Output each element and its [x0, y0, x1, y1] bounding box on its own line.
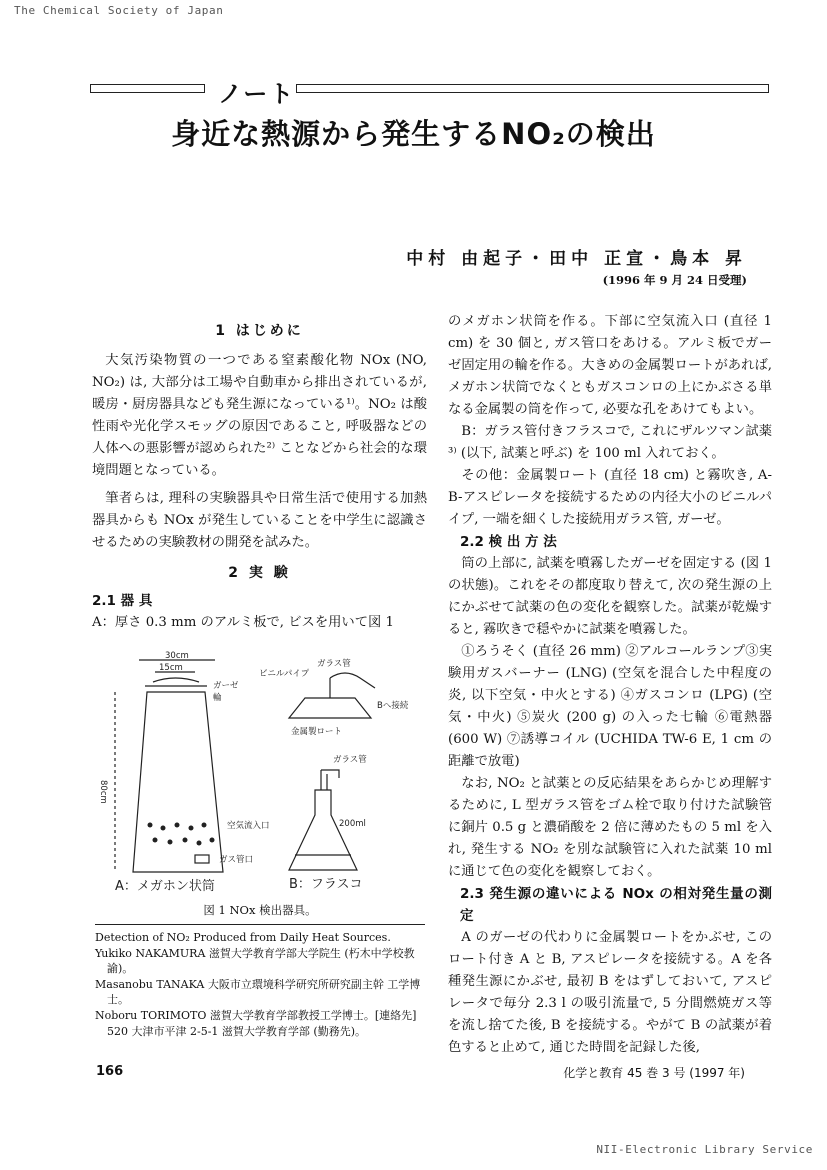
figure-caption: 図 1 NOx 検出器具。	[203, 903, 317, 917]
fig-label-to-b: Bへ接続	[377, 701, 409, 711]
note-bar-right	[296, 84, 769, 93]
note-bar-left	[90, 84, 205, 93]
section-label: ノート	[218, 80, 296, 108]
subsection-apparatus: 2.1 器 具	[92, 593, 153, 609]
section-heading-intro: 1 はじめに	[215, 323, 304, 339]
subsection-measurement: 2.3 発生源の違いによる NOx の相対発生量の測定	[460, 886, 772, 924]
right-paragraph-7: A のガーゼの代わりに金属製ロートをかぶせ, このロート付き A と B, アスピレータを接続する。A を各種発生源にかぶせ, 最初 B をはずしておいて, アスピレータで毎分 2.3 l の吸引流量で, 5 分間燃焼ガス等を流し捨てた後, B を接続する。やがて B の試薬が着色すると止めて, 通じた時間を記録した後,	[448, 930, 772, 1055]
section-heading-experiment: 2 実 験	[228, 565, 291, 581]
article-title: 身近な熱源から発生するNO₂の検出	[171, 117, 656, 151]
footnote-block	[95, 930, 430, 1039]
fig-label-15cm: 15cm	[159, 663, 183, 673]
footnote-divider	[95, 924, 425, 925]
right-paragraph-2: B：ガラス管付きフラスコで, これにザルツマン試薬³⁾ (以下, 試薬と呼ぶ) を 100 ml 入れておく。	[448, 424, 772, 461]
fig-label-ring: 輪	[213, 693, 222, 703]
fig-label-glass-tube2: ガラス管	[333, 755, 367, 765]
footnote-author-2: Masanobu TANAKA 大阪市立環境科学研究所研究副主幹 工学博士。	[95, 977, 421, 1007]
fig-label-glass-tube: ガラス管	[317, 659, 351, 669]
fig-label-air-inlet: 空気流入口	[227, 821, 270, 831]
footnote-author-3: Noboru TORIMOTO 滋賀大学教育学部教授工学博士。[連絡先] 520 大津市平津 2-5-1 滋賀大学教育学部 (勤務先)。	[95, 1008, 417, 1038]
intro-paragraph-2: 筆者らは, 理科の実験器具や日常生活で使用する加熱器具からも NOx が発生していることを中学生に認識させるための実験教材の開発を試みた。	[92, 491, 427, 550]
right-paragraph-5: ①ろうそく (直径 26 mm) ②アルコールランプ③実験用ガスバーナー (LNG) (空気を混合した中程度の炎, 以下空気・中火とする) ④ガスコンロ (LPG) (空気・中火) ⑤炭火 (200 g) の入った七輪 ⑥電熱器 (600 W) ⑦誘導コイル (UCHIDA TW-6 E, 1 cm の距離で放電)	[448, 644, 772, 769]
society-header: The Chemical Society of Japan	[14, 4, 224, 17]
left-column	[92, 320, 427, 634]
fig-label-volume: 200ml	[339, 819, 366, 829]
right-paragraph-6: なお, NO₂ と試薬との反応結果をあらかじめ理解するために, L 型ガラス管をゴム栓で取り付けた試験管に銅片 0.5 g と濃硝酸を 2 倍に薄めたもの 5 ml を入れ, 発生する NO₂ を別な試験管に入れた試薬 10 ml に通じて色の変化を観察しておく。	[448, 776, 772, 879]
journal-citation: 化学と教育 45 巻 3 号 (1997 年)	[563, 1066, 745, 1080]
page-number: 166	[96, 1064, 124, 1079]
subsection-method: 2.2 検 出 方 法	[460, 534, 557, 550]
footnote-title-en: Detection of NO₂ Produced from Daily Heat Sources.	[95, 931, 391, 944]
fig-label-30cm: 30cm	[165, 651, 189, 661]
right-paragraph-4: 筒の上部に, 試薬を噴霧したガーゼを固定する (図 1 の状態)。これをその都度取り替えて, 次の発生源の上にかぶせて試薬の色の変化を観察した。試薬が乾燥すると, 霧吹きで穏やかに試薬を噴霧した。	[448, 556, 772, 637]
footnote-author-1: Yukiko NAKAMURA 滋賀大学教育学部大学院生 (朽木中学校教諭)。	[95, 946, 415, 976]
right-paragraph-3: その他：金属製ロート (直径 18 cm) と霧吹き, A-B-アスピレータを接続するための内径大小のビニルパイプ, 一端を細くした接続用ガラス管, ガーゼ。	[448, 468, 772, 527]
apparatus-paragraph-a: A：厚さ 0.3 mm のアルミ板で, ビスを用いて図 1	[92, 615, 395, 630]
fig-label-funnel: 金属製ロート	[291, 727, 343, 737]
fig-label-height: 80cm	[98, 780, 108, 804]
fig-label-a: A：メガホン状筒	[115, 879, 215, 894]
right-paragraph-1: のメガホン状筒を作る。下部に空気流入口 (直径 1 cm) を 30 個と, ガス管口をあける。アルミ板でガーゼ固定用の輪を作る。大きめの金属製ロートがあれば, メガホン状筒でなくともガスコンロの上にかぶさる単なる金属製の筒を作って, 必要な孔をあけてもよい。	[448, 314, 772, 417]
authors: 中村 由起子・田中 正宣・鳥本 昇	[406, 249, 747, 269]
received-date: (1996 年 9 月 24 日受理)	[602, 273, 747, 287]
fig-label-gas-inlet: ガス管口	[219, 855, 254, 865]
library-service-footer: NII-Electronic Library Service	[596, 1143, 813, 1156]
intro-paragraph-1: 大気汚染物質の一つである窒素酸化物 NOx (NO, NO₂) は, 大部分は工場や自動車から排出されているが, 暖房・厨房器具なども発生源になっている¹⁾。NO₂ は酸性雨や光化学スモッグの原因であること, 呼吸器などの人体への悪影響が認められた²⁾ ことなどから社会的な環境問題となっている。	[92, 353, 427, 478]
fig-label-b: B：フラスコ	[289, 877, 363, 892]
figure-1-apparatus	[95, 650, 425, 900]
fig-label-gauze: ガーゼ	[213, 681, 239, 691]
fig-label-vinyl-pipe: ビニルパイプ	[259, 669, 310, 679]
right-column	[448, 311, 772, 1059]
